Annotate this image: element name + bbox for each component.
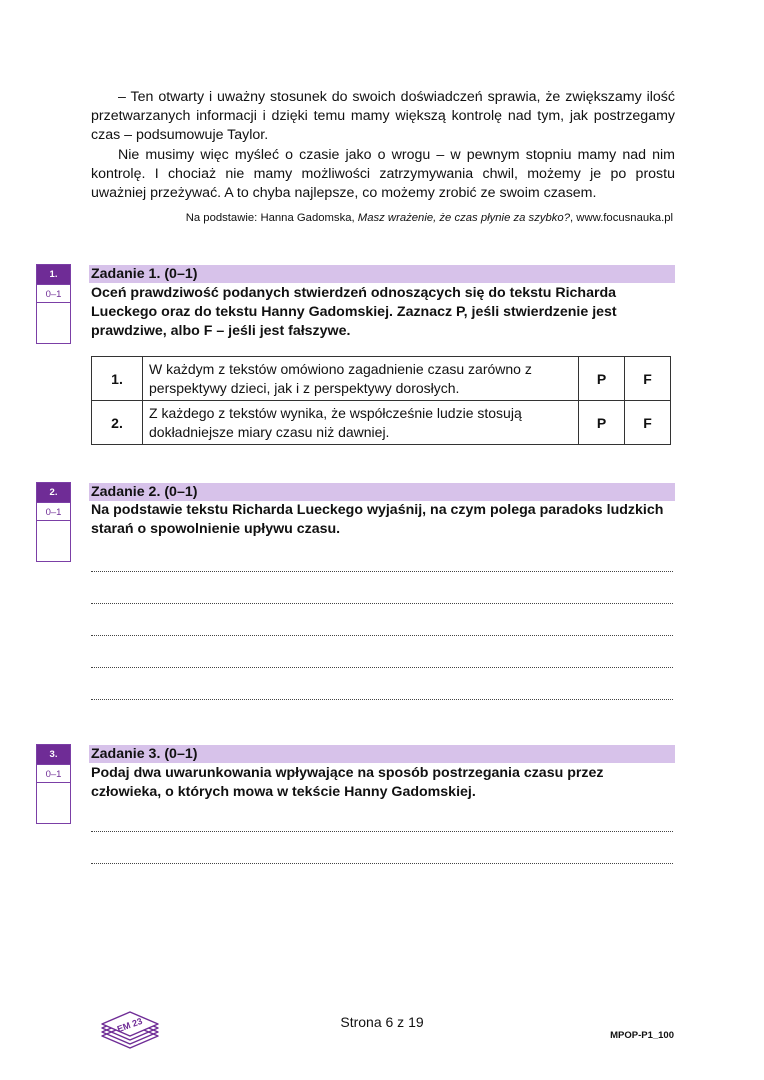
task-number: 3. [37, 745, 70, 764]
task-number: 1. [37, 265, 70, 284]
score-field[interactable] [37, 783, 70, 823]
option-f[interactable]: F [625, 401, 671, 445]
answer-line[interactable] [91, 595, 673, 604]
option-f[interactable]: F [625, 357, 671, 401]
row-statement: Z każdego z tekstów wynika, że współcześnie ludzie stosują dokładniejsze miary czasu niż dawniej. [143, 401, 579, 445]
table-row [92, 357, 671, 401]
row-number: 1. [92, 357, 143, 401]
task-2-instruction: Na podstawie tekstu Richarda Lueckego wyjaśnij, na czym polega paradoks ludzkich starań o spowolnienie upływu czasu. [91, 502, 664, 537]
answer-line[interactable] [91, 659, 673, 668]
task-1-instruction: Oceń prawdziwość podanych stwierdzeń odnoszących się do tekstu Richarda Lueckego oraz do tekstu Hanny Gadomskiej. Zaznacz P, jeśli stwierdzenie jest prawdziwe, albo F – jeśli jest fałszywe. [91, 285, 617, 339]
task-1-heading: Zadanie 1. (0–1) [89, 265, 675, 283]
row-number: 2. [92, 401, 143, 445]
true-false-table [91, 356, 671, 445]
score-box-task-2 [36, 482, 71, 562]
source-citation: Na podstawie: Hanna Gadomska, Masz wrażenie, że czas płynie za szybko?, www.focusnauka.pl [185, 212, 673, 224]
row-statement: W każdym z tekstów omówiono zagadnienie czasu zarówno z perspektywy dzieci, jak i z perspektywy dorosłych. [143, 357, 579, 401]
answer-line[interactable] [91, 855, 673, 864]
intro-paragraph-2: Nie musimy więc myśleć o czasie jako o wrogu – w pewnym stopniu mamy nad nim kontrolę. I chociaż nie mamy możliwości zatrzymywania chwil, możemy je po prostu uważniej przeżywać. A to chyba najlepsze, co możemy zrobić ze swoim czasem. [91, 146, 675, 202]
score-box-task-3 [36, 744, 71, 824]
exam-code: MPOP-P1_100 [610, 1030, 674, 1041]
svg-text:EM 23: EM 23 [115, 1015, 144, 1035]
score-field[interactable] [37, 521, 70, 561]
source-title: Masz wrażenie, że czas płynie za szybko? [357, 212, 571, 224]
task-3-instruction: Podaj dwa uwarunkowania wpływające na sposób postrzegania czasu przez człowieka, o których mowa w tekście Hanny Gadomskiej. [91, 765, 604, 800]
answer-line[interactable] [91, 627, 673, 636]
task-points: 0–1 [37, 764, 70, 783]
option-p[interactable]: P [579, 357, 625, 401]
task-3-heading: Zadanie 3. (0–1) [89, 745, 675, 763]
intro-text [91, 88, 675, 203]
option-p[interactable]: P [579, 401, 625, 445]
intro-paragraph-1: – Ten otwarty i uważny stosunek do swoich doświadczeń sprawia, że zwiększamy ilość przetwarzanych informacji i dzięki temu mamy większą kontrolę nad tym, jak postrzegamy czas – podsumowuje Taylor. [91, 89, 675, 144]
score-box-task-1 [36, 264, 71, 344]
score-field[interactable] [37, 303, 70, 343]
answer-line[interactable] [91, 691, 673, 700]
answer-line[interactable] [91, 563, 673, 572]
task-number: 2. [37, 483, 70, 502]
answer-line[interactable] [91, 823, 673, 832]
task-2-heading: Zadanie 2. (0–1) [89, 483, 675, 501]
page-number: Strona 6 z 19 [340, 1014, 424, 1030]
task-points: 0–1 [37, 502, 70, 521]
task-points: 0–1 [37, 284, 70, 303]
table-row [92, 401, 671, 445]
